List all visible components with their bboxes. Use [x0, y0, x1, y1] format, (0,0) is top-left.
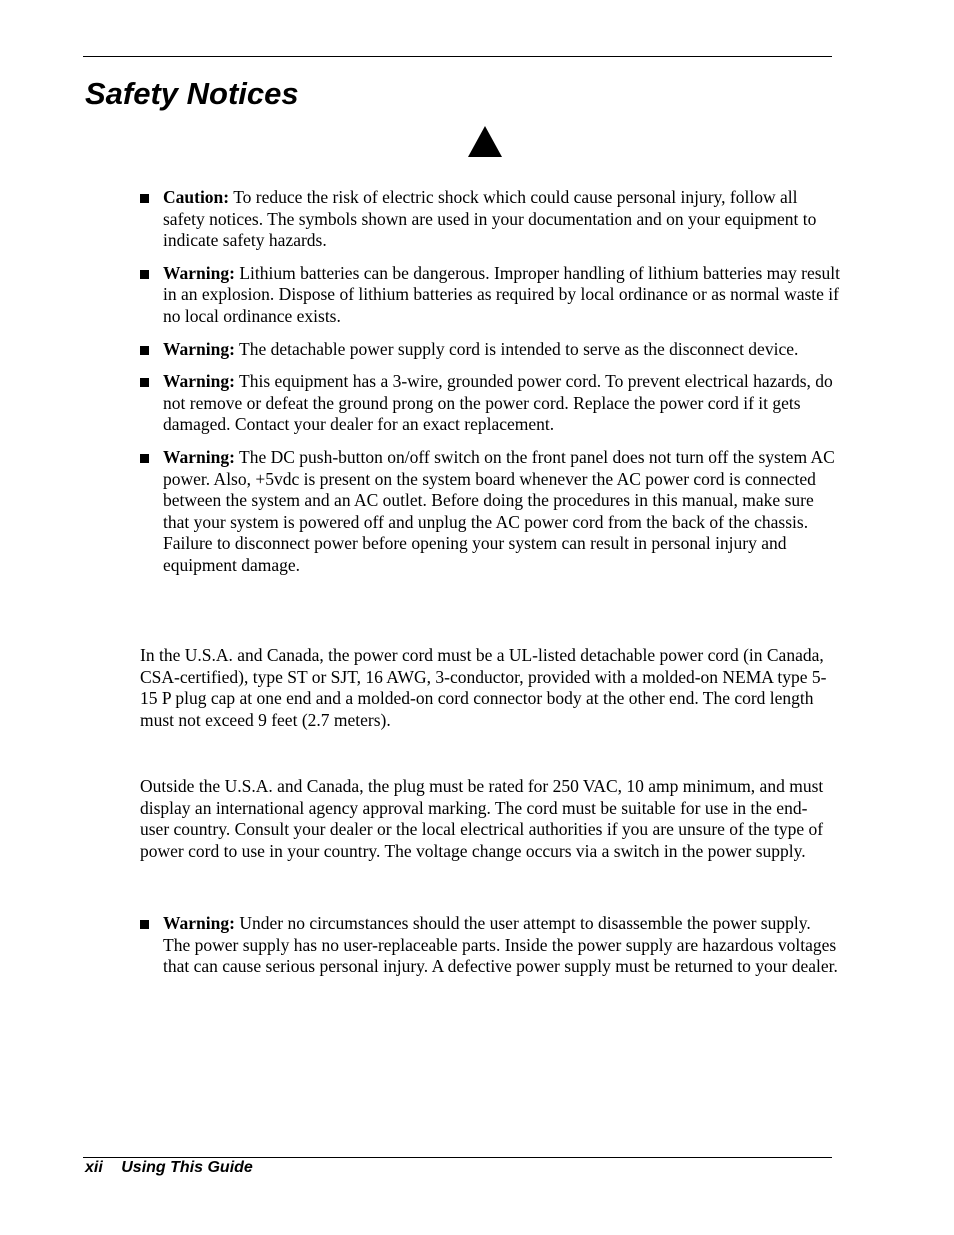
- square-bullet-icon: [140, 270, 149, 279]
- safety-notice-list: [140, 187, 840, 588]
- square-bullet-icon: [140, 346, 149, 355]
- paragraph-outside-usa-cord: Outside the U.S.A. and Canada, the plug must be rated for 250 VAC, 10 amp minimum, and must display an international agency approval marking. The cord must be suitable for use in the end-user country. Consult your dealer or the local electrical authorities if you are unsure of the type of power cord to use in your country. The voltage change occurs via a switch in the power supply.: [140, 776, 824, 861]
- notice-label: Warning:: [163, 446, 235, 467]
- notice-warning-disconnect: [140, 339, 840, 361]
- notice-text: Lithium batteries can be dangerous. Improper handling of lithium batteries may result in an explosion. Dispose of lithium batteries as required by local ordinance or as normal waste if no local ordinance exists.: [163, 262, 841, 326]
- notice-caution-shock: [140, 187, 840, 252]
- square-bullet-icon: [140, 378, 149, 387]
- power-supply-notice-list: [140, 913, 840, 989]
- notice-text: The detachable power supply cord is intended to serve as the disconnect device.: [239, 338, 799, 359]
- notice-text: The DC push-button on/off switch on the front panel does not turn off the system AC power. Also, +5vdc is present on the system board whenever the AC power cord is connected between the system and an AC outlet. Before doing the procedures in this manual, make sure that your system is powered off and unplug the AC power cord from the back of the chassis. Failure to disconnect power before opening your system can result in personal injury and equipment damage.: [163, 446, 835, 575]
- notice-label: Warning:: [163, 913, 235, 933]
- page-title: Safety Notices: [85, 76, 299, 111]
- square-bullet-icon: [140, 194, 149, 203]
- square-bullet-icon: [140, 454, 149, 463]
- header-rule: [83, 56, 832, 57]
- paragraph-usa-canada-cord: In the U.S.A. and Canada, the power cord must be a UL-listed detachable power cord (in Canada, CSA-certified), type ST or SJT, 16 AWG, 3-conductor, provided with a molded-on NEMA type 5-15 P plug cap at one end and a molded-on cord connector body at the other end. The cord length must not exceed 9 feet (2.7 meters).: [140, 645, 827, 730]
- square-bullet-icon: [140, 920, 149, 929]
- notice-warning-dc-switch: [140, 447, 840, 577]
- warning-triangle-icon: [467, 125, 503, 158]
- notice-label: Warning:: [163, 371, 235, 392]
- notice-text: Under no circumstances should the user attempt to disassemble the power supply. The power supply has no user-replaceable parts. Inside the power supply are hazardous voltages that can cause serious personal injury. A defective power supply must be returned to your dealer.: [163, 913, 838, 977]
- notice-label: Warning:: [163, 262, 235, 283]
- notice-label: Caution:: [163, 187, 230, 207]
- notice-label: Warning:: [163, 338, 235, 359]
- notice-warning-power-supply: [140, 913, 840, 978]
- notice-text: This equipment has a 3-wire, grounded power cord. To prevent electrical hazards, do not remove or defeat the ground prong on the power cord. Replace the power cord if it gets damaged. Contact your dealer for an exact replacement.: [163, 371, 833, 435]
- page-footer: [85, 1158, 253, 1178]
- notice-warning-lithium: [140, 263, 840, 328]
- footer-section-title: Using This Guide: [121, 1159, 253, 1176]
- notice-warning-ground-prong: [140, 371, 840, 436]
- footer-page-number: xii: [85, 1159, 103, 1176]
- notice-text: To reduce the risk of electric shock which could cause personal injury, follow all safety notices. The symbols shown are used in your documentation and on your equipment to indicate safety hazards.: [163, 187, 817, 251]
